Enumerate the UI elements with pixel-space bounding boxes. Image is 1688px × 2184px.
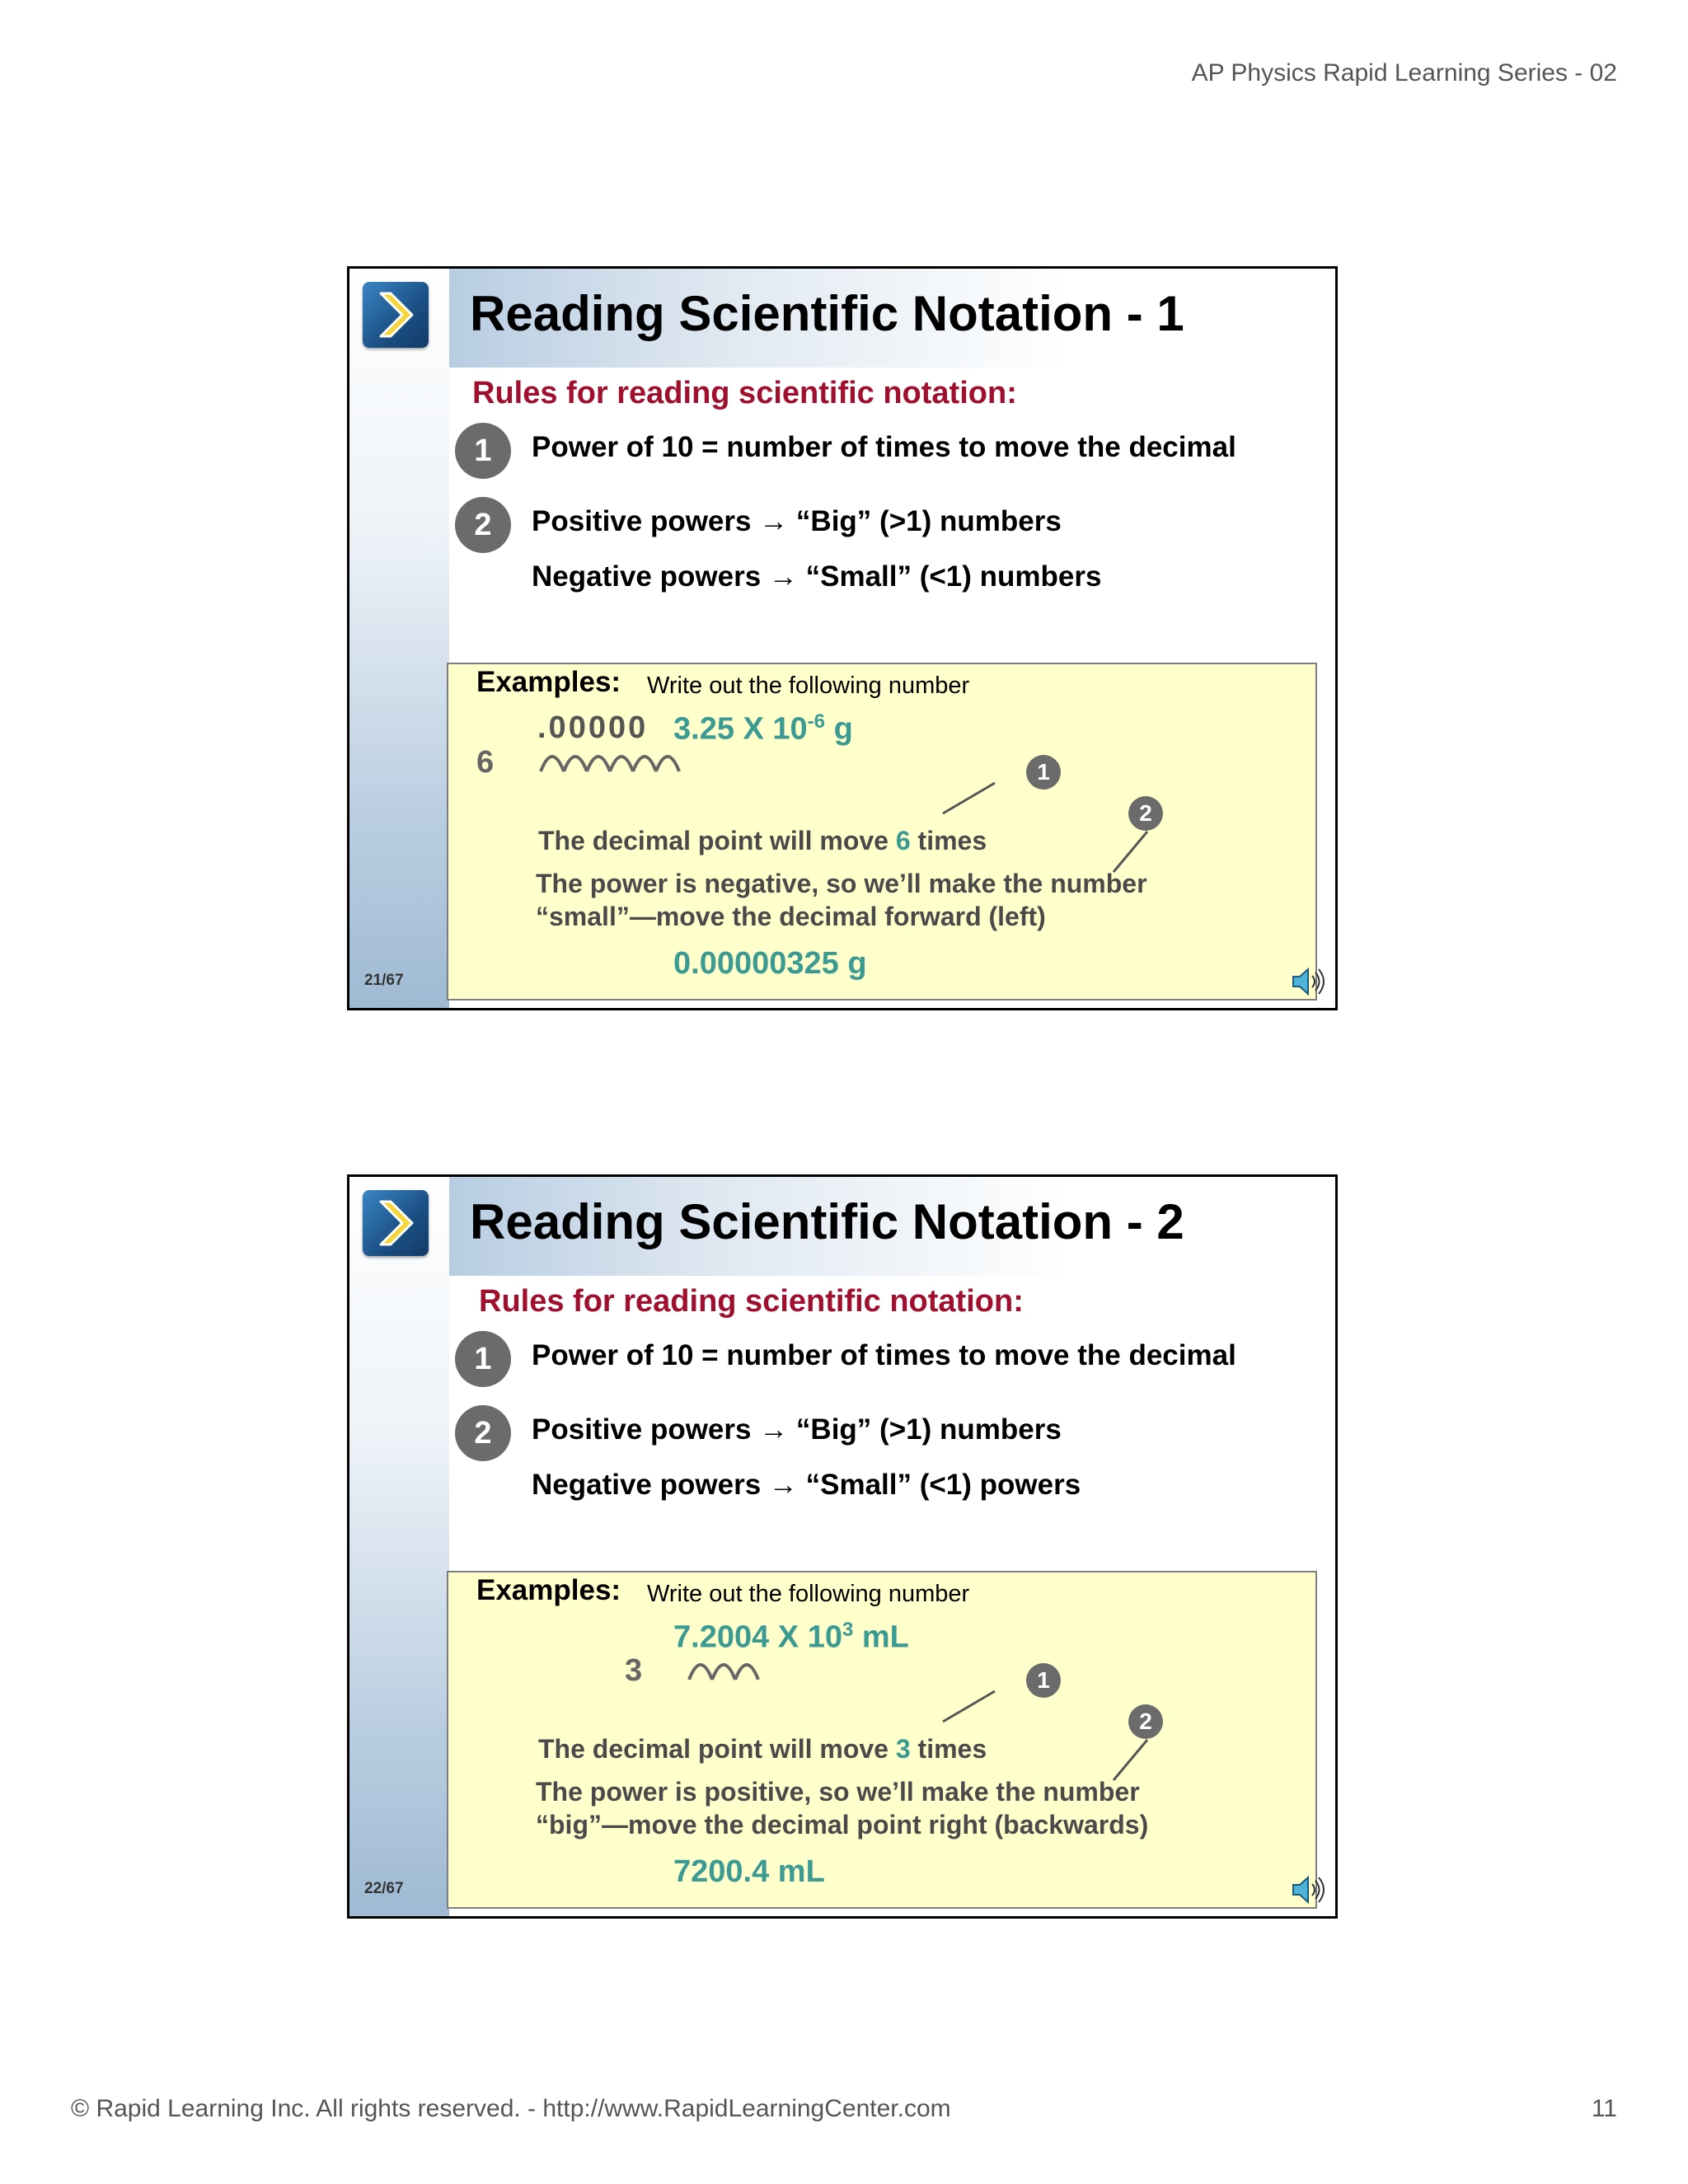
rule-2a-text: Positive powers → “Big” (>1) numbers bbox=[532, 505, 1062, 537]
explanation-line-2: The power is positive, so we’ll make the number bbox=[536, 1777, 1140, 1807]
speaker-icon[interactable] bbox=[1290, 963, 1326, 1000]
scientific-expression: 3.25 X $10^{-6}$ g bbox=[673, 710, 853, 747]
example-box bbox=[447, 1571, 1317, 1909]
rule-2b-text: Negative powers → “Small” (<1) powers bbox=[532, 1469, 1081, 1501]
explanation-line-3: “small”—move the decimal forward (left) bbox=[536, 902, 1046, 931]
leading-zeros: .00000 bbox=[537, 710, 649, 745]
scientific-expression: 7.2004 X $10^3$ mL bbox=[673, 1619, 909, 1655]
slide-number: 22/67 bbox=[364, 1880, 404, 1897]
rule-number-badge: 1 bbox=[455, 1331, 511, 1387]
callout-badge-2: 2 bbox=[1128, 1704, 1163, 1739]
explanation-line-1: The decimal point will move 3 times bbox=[538, 1734, 987, 1764]
rule-1-text: Power of 10 = number of times to move the decimal bbox=[532, 1339, 1236, 1371]
rule-1-text: Power of 10 = number of times to move the decimal bbox=[532, 431, 1236, 463]
callout-badge-1: 1 bbox=[1026, 755, 1061, 790]
answer: 7200.4 mL bbox=[673, 1854, 825, 1889]
examples-label: Examples: bbox=[476, 666, 621, 698]
callout-badge-2: 2 bbox=[1128, 796, 1163, 831]
example-instruction: Write out the following number bbox=[647, 1581, 970, 1607]
footer-page-number: 11 bbox=[1591, 2095, 1617, 2122]
slide-left-band bbox=[349, 1177, 449, 1916]
page-header: AP Physics Rapid Learning Series - 02 bbox=[1191, 59, 1617, 87]
explanation-line-2: The power is negative, so we’ll make the number bbox=[536, 869, 1147, 898]
rule-number-badge: 2 bbox=[455, 497, 511, 553]
callout-badge-1: 1 bbox=[1026, 1663, 1061, 1698]
rule-2a-text: Positive powers → “Big” (>1) numbers bbox=[532, 1413, 1062, 1446]
explanation-line-3: “big”—move the decimal point right (backwards) bbox=[536, 1810, 1149, 1840]
answer: 0.00000325 g bbox=[673, 946, 867, 981]
chevron-right-icon bbox=[363, 1190, 429, 1256]
slide-22 bbox=[347, 1174, 1338, 1919]
slide-left-band bbox=[349, 269, 449, 1008]
example-instruction: Write out the following number bbox=[647, 673, 970, 699]
rules-heading: Rules for reading scientific notation: bbox=[479, 1284, 1024, 1319]
slide-title: Reading Scientific Notation - 2 bbox=[470, 1194, 1184, 1249]
slide-number: 21/67 bbox=[364, 972, 404, 989]
rule-number-badge: 2 bbox=[455, 1405, 511, 1461]
footer-copyright: © Rapid Learning Inc. All rights reserved. - http://www.RapidLearningCenter.com bbox=[71, 2095, 951, 2122]
step-counter: 6 bbox=[476, 745, 495, 780]
explanation-line-1: The decimal point will move 6 times bbox=[538, 826, 987, 855]
speaker-icon[interactable] bbox=[1290, 1872, 1326, 1908]
rules-heading: Rules for reading scientific notation: bbox=[472, 376, 1017, 410]
rule-number-badge: 1 bbox=[455, 423, 511, 479]
slide-21 bbox=[347, 266, 1338, 1010]
step-counter: 3 bbox=[625, 1653, 643, 1688]
chevron-right-icon bbox=[363, 282, 429, 348]
examples-label: Examples: bbox=[476, 1574, 621, 1606]
example-box bbox=[447, 663, 1317, 1001]
slide-title: Reading Scientific Notation - 1 bbox=[470, 286, 1184, 341]
rule-2b-text: Negative powers → “Small” (<1) numbers bbox=[532, 560, 1102, 593]
